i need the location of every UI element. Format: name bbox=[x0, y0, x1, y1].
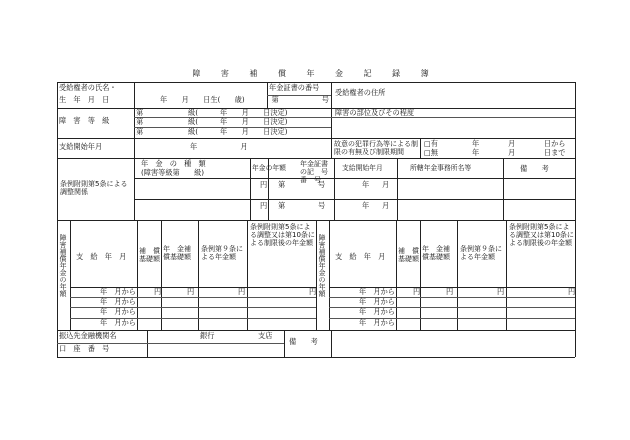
rule-line bbox=[137, 220, 138, 330]
ymd-to: 年 月 日まで bbox=[472, 148, 566, 157]
rule-line bbox=[134, 158, 135, 220]
annual-row-label-left: 年 月から bbox=[100, 297, 136, 306]
bank-label1: 振込先金融機関名 bbox=[59, 331, 117, 340]
rule-line bbox=[134, 108, 135, 138]
art5-no-prefix: 第 bbox=[278, 201, 286, 210]
crime-label: 故意の犯罪行為等による制限の有無及び制限期間 bbox=[334, 140, 418, 157]
bank-note-label: 備 考 bbox=[289, 337, 318, 346]
rule-line bbox=[331, 82, 332, 158]
grade-row-prefix: 第 bbox=[136, 108, 144, 117]
annual-row-label-right: 年 月から bbox=[359, 307, 395, 316]
rule-line bbox=[457, 220, 458, 330]
grade-label: 障 害 等 級 bbox=[59, 116, 110, 125]
grade-row-prefix: 第 bbox=[136, 127, 144, 136]
annual-yen-right: 円 bbox=[446, 287, 454, 296]
art5-start-header: 支給開始年月 bbox=[342, 164, 383, 172]
annual-adj-header-left: 条例附則第5条による調整又は第10条による制限後の年金額 bbox=[250, 223, 315, 248]
annual-row-label-right: 年 月から bbox=[359, 318, 395, 327]
bank-label2: 口 座 番 号 bbox=[59, 344, 110, 353]
annual-yen-left: 円 bbox=[187, 287, 195, 296]
rule-line bbox=[331, 330, 332, 357]
annual-art9-header-right: 条例第９条による年金額 bbox=[460, 245, 502, 262]
annual-row-label-right: 年 月から bbox=[359, 287, 395, 296]
annual-row-label-right: 年 月から bbox=[359, 297, 395, 306]
rule-line bbox=[250, 158, 251, 220]
rule-line bbox=[134, 178, 575, 179]
annual-side-label-left: 障害補償年金の年額 bbox=[59, 234, 68, 297]
art5-no-suffix: 号 bbox=[318, 180, 326, 189]
annual-yen-right: 円 bbox=[413, 287, 421, 296]
annual-comp-header-left: 年 金補 償基礎額 bbox=[163, 245, 198, 262]
annual-yen-right: 円 bbox=[568, 287, 576, 296]
rule-line bbox=[506, 220, 507, 330]
rule-line bbox=[396, 220, 397, 330]
grade-row-date: 年 月 日決定) bbox=[220, 127, 288, 136]
rule-line bbox=[284, 330, 285, 357]
grade-row-grade: 級( bbox=[188, 108, 198, 117]
option-no: □無 bbox=[424, 148, 438, 157]
bank-suffix: 銀行 bbox=[200, 331, 215, 340]
art5-no-prefix: 第 bbox=[278, 180, 286, 189]
rule-line bbox=[420, 138, 421, 158]
grade-row-grade: 級( bbox=[188, 127, 198, 136]
art5-cert-header: 年金証書の記 号 番 号 bbox=[300, 160, 335, 185]
annual-yen-left: 円 bbox=[238, 287, 246, 296]
art5-note-header: 備 考 bbox=[520, 164, 549, 173]
art5-month: 月 bbox=[382, 201, 390, 210]
art5-no-suffix: 号 bbox=[318, 201, 326, 210]
payment-start-value: 年 月 bbox=[190, 142, 248, 151]
rule-line bbox=[247, 220, 248, 330]
rule-line bbox=[316, 220, 317, 330]
annual-yen-right: 円 bbox=[497, 287, 505, 296]
annual-adj-header-right: 条例附則第5条による調整又は第10条による制限後の年金額 bbox=[509, 223, 574, 248]
annual-yen-left: 円 bbox=[154, 287, 162, 296]
option-yes: □有 bbox=[424, 139, 438, 148]
rule-line bbox=[70, 220, 71, 330]
art5-month: 月 bbox=[382, 180, 390, 189]
grade-row-date: 年 月 日決定) bbox=[220, 108, 288, 117]
branch-suffix: 支店 bbox=[258, 331, 273, 340]
art5-type-sub: (障害等級第 級) bbox=[141, 168, 205, 177]
grade-row-prefix: 第 bbox=[136, 117, 144, 126]
annual-row-label-left: 年 月から bbox=[100, 287, 136, 296]
payment-start-label: 支給開始年月 bbox=[59, 142, 103, 151]
grade-row-grade: 級( bbox=[188, 117, 198, 126]
art5-year: 年 bbox=[362, 201, 370, 210]
art5-section-label: 条例附則第5条による調整関係 bbox=[60, 180, 128, 197]
cert-label: 年金証書の番号 bbox=[269, 83, 320, 92]
annual-art9-header-left: 条例第９条による年金額 bbox=[201, 245, 243, 262]
rule-line bbox=[420, 220, 421, 330]
rule-line bbox=[161, 220, 162, 330]
rule-line bbox=[134, 199, 575, 200]
cert-value: 第 号 bbox=[271, 95, 329, 104]
annual-side-label-right: 障害補償年金の年額 bbox=[318, 234, 327, 297]
annual-pay-header-left: 支 給 年 月 bbox=[76, 252, 127, 261]
annual-yen-left: 円 bbox=[309, 287, 317, 296]
rule-line bbox=[134, 138, 135, 158]
rule-line bbox=[503, 158, 504, 220]
annual-pay-header-right: 支 給 年 月 bbox=[335, 252, 386, 261]
rule-line bbox=[329, 220, 330, 330]
art5-year: 年 bbox=[362, 180, 370, 189]
art5-yen: 円 bbox=[260, 201, 268, 210]
rule-line bbox=[57, 330, 575, 331]
rule-line bbox=[134, 82, 135, 108]
recipient-birth-label: 生 年 月 日 bbox=[59, 95, 110, 104]
annual-row-label-left: 年 月から bbox=[100, 307, 136, 316]
birth-value: 年 月 日生( 歳) bbox=[160, 95, 245, 104]
art5-amount-header: 年金の年額 bbox=[252, 164, 286, 172]
rule-line bbox=[575, 82, 576, 357]
form-title: 障 害 補 償 年 金 記 録 簿 bbox=[192, 69, 438, 78]
ymd-from: 年 月 日から bbox=[472, 139, 566, 148]
address-label: 受給権者の住所 bbox=[335, 88, 386, 97]
rule-line bbox=[397, 158, 398, 220]
art5-yen: 円 bbox=[260, 180, 268, 189]
grade-row-date: 年 月 日決定) bbox=[220, 117, 288, 126]
art5-office-header: 所轄年金事務所名等 bbox=[410, 164, 472, 172]
rule-line bbox=[57, 357, 575, 358]
annual-row-label-left: 年 月から bbox=[100, 318, 136, 327]
annual-base-header-right: 補 償基礎額 bbox=[398, 247, 419, 264]
annual-base-header-left: 補 償基礎額 bbox=[139, 247, 160, 264]
recipient-name-label: 受給権者の氏名・ bbox=[59, 83, 117, 92]
art5-type-header: 年 金 の 種 類 bbox=[141, 159, 206, 168]
rule-line bbox=[198, 220, 199, 330]
annual-comp-header-right: 年 金補 償基礎額 bbox=[422, 245, 457, 262]
part-label: 障害の部位及びその程度 bbox=[335, 108, 415, 117]
